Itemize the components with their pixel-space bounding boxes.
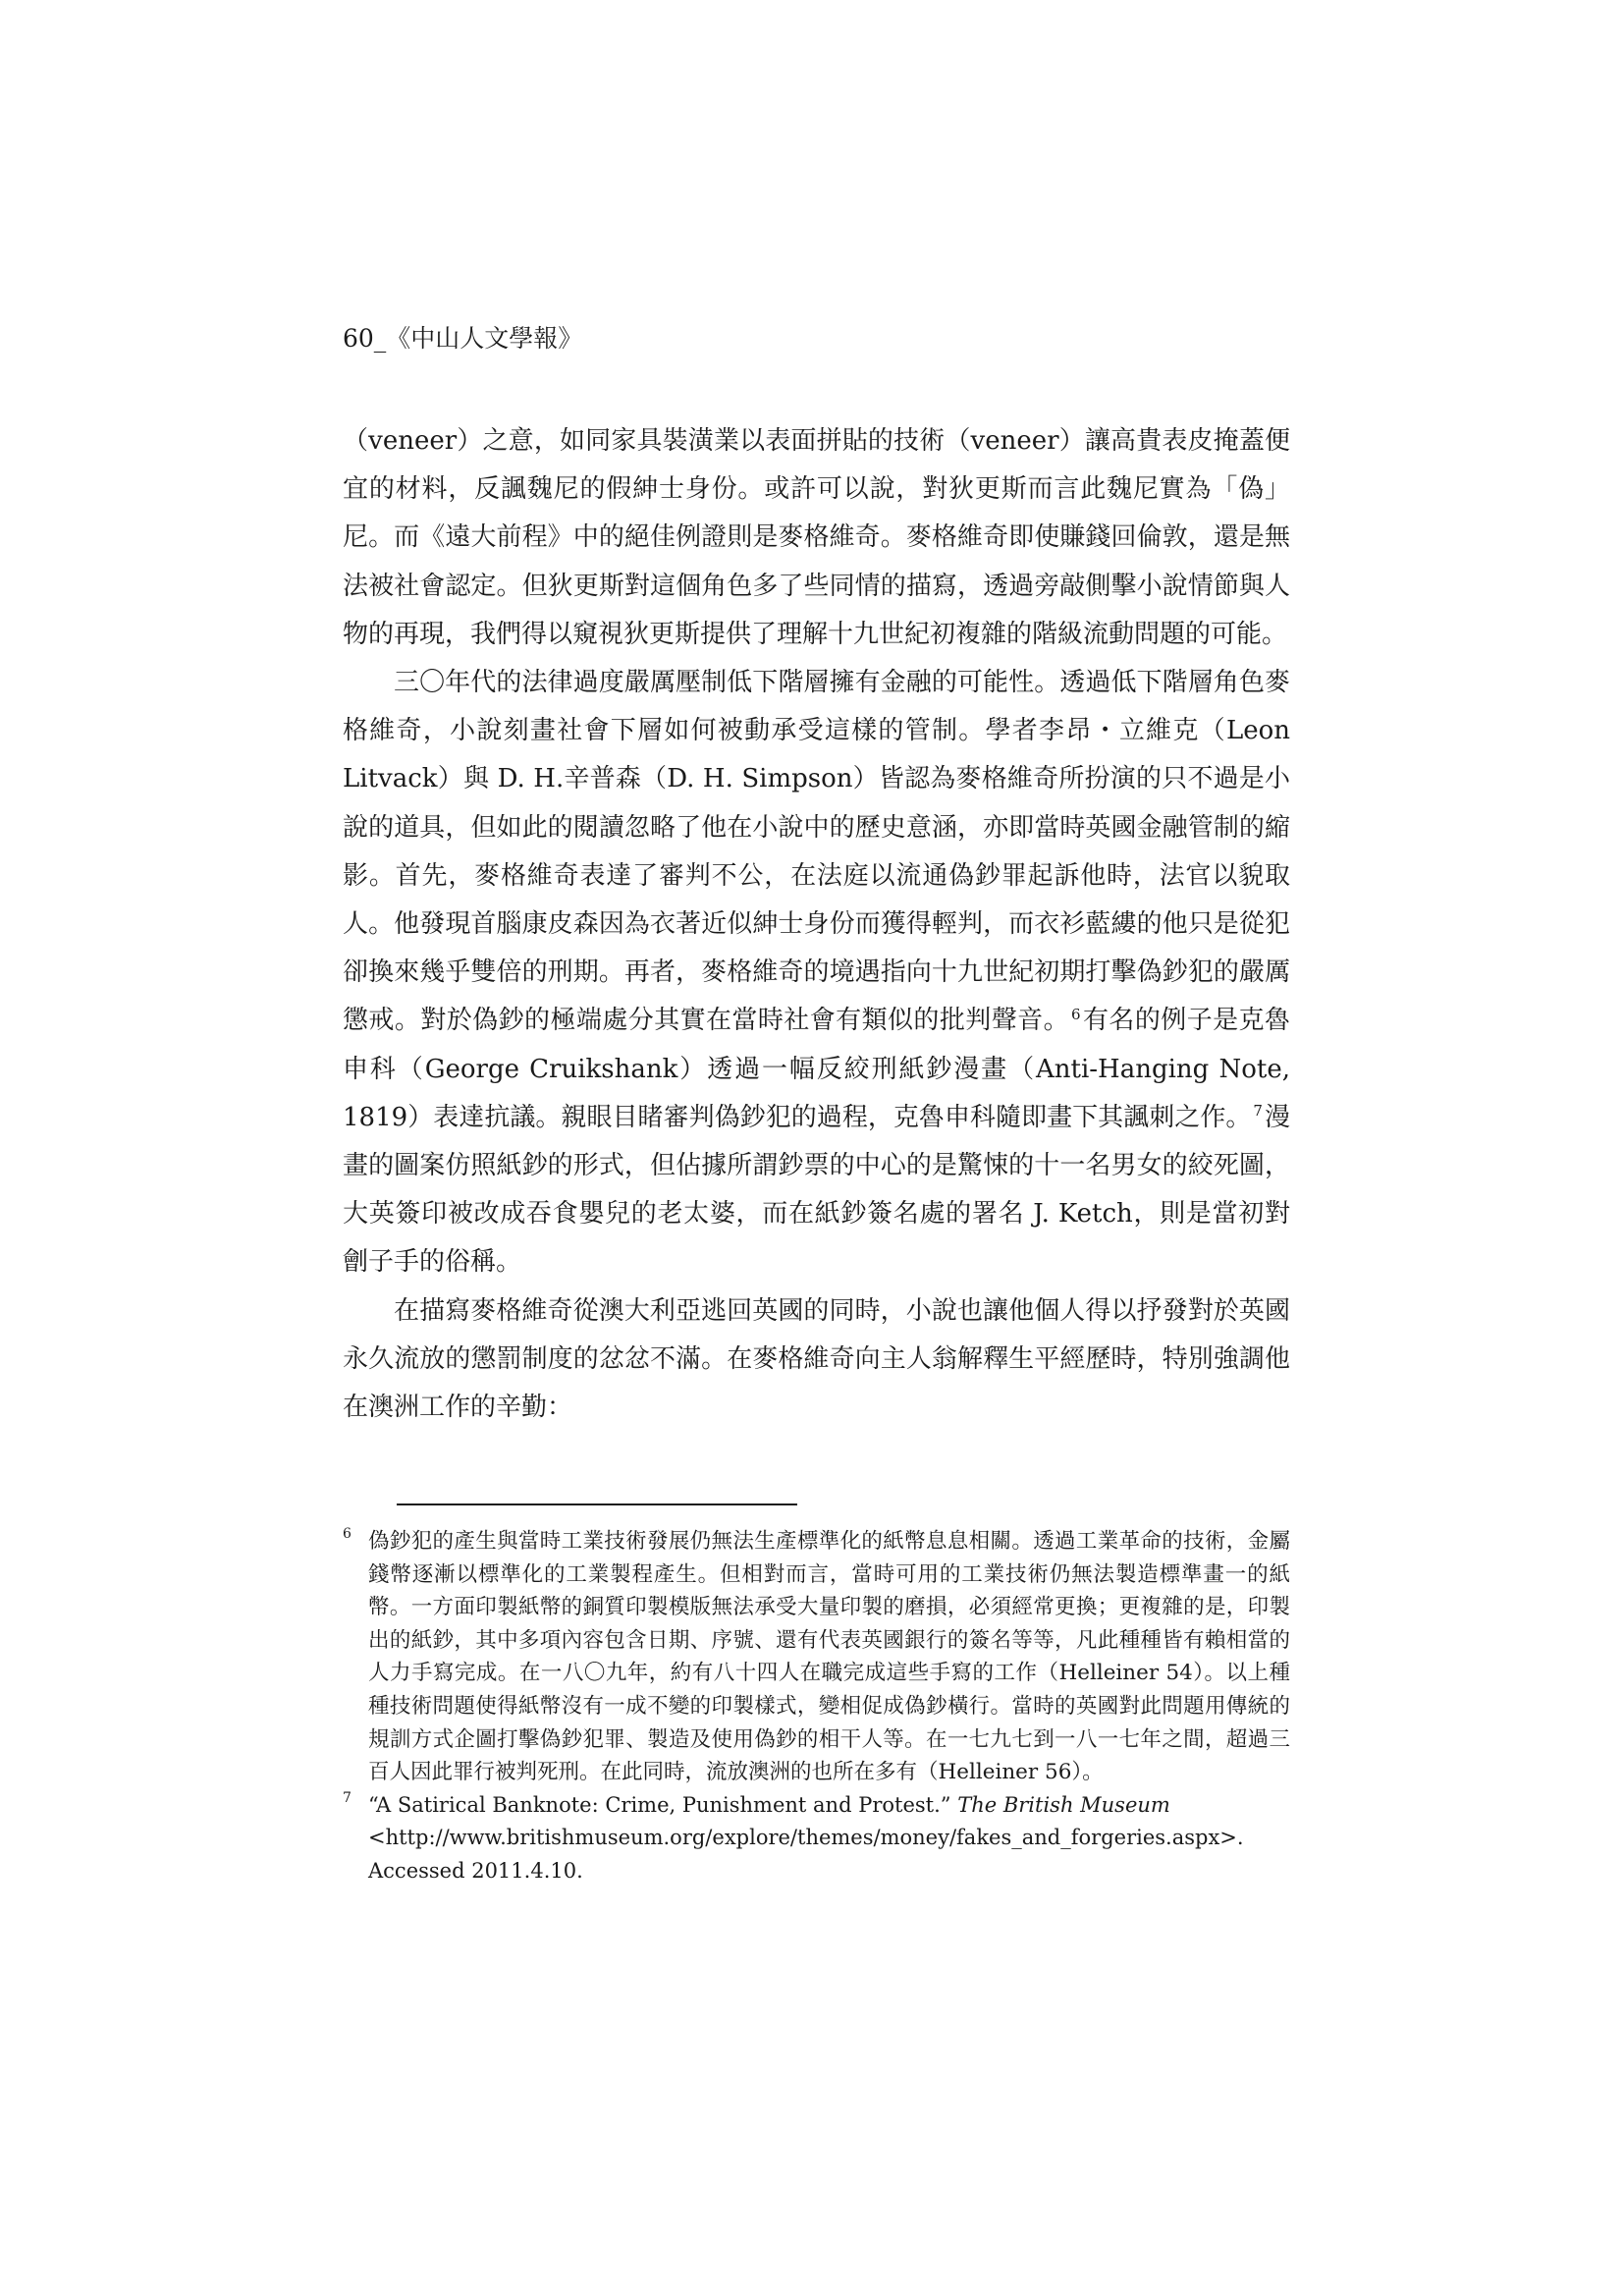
footnote-7: [343, 1789, 1290, 1888]
footnote-7-mark: 7: [343, 1789, 352, 1806]
footnote-6-text: 偽鈔犯的產生與當時工業技術發展仍無法生產標準化的紙幣息息相關。透過工業革命的技術，金屬錢幣逐漸以標準化的工業製程產生。但相對而言，當時可用的工業技術仍無法製造標準畫一的紙幣。一方面印製紙幣的銅質印製模版無法承受大量印製的磨損，必須經常更換；更複雜的是，印製出的紙鈔，其中多項內容包含日期、序號、還有代表英國銀行的簽名等等，凡此種種皆有賴相當的人力手寫完成。在一八〇九年，約有八十四人在職完成這些手寫的工作（Helleiner 54）。以上種種技術問題使得紙幣沒有一成不變的印製樣式，變相促成偽鈔橫行。當時的英國對此問題用傳統的規訓方式企圖打擊偽鈔犯罪、製造及使用偽鈔的相干人等。在一七九七到一八一七年之間，超過三百人因此罪行被判死刑。在此同時，流放澳洲的也所在多有（Helleiner 56）。: [368, 1529, 1290, 1785]
footnotes: [343, 1525, 1290, 1888]
footnote-7-accessed: Accessed 2011.4.10.: [368, 1858, 583, 1883]
footnote-ref-7[interactable]: 7: [1253, 1102, 1263, 1121]
footnote-7-title: “A Satirical Banknote: Crime, Punishment and Protest.”: [368, 1792, 951, 1817]
footnote-ref-6[interactable]: 6: [1071, 1005, 1081, 1023]
paragraph-2-part-a: 三〇年代的法律過度嚴厲壓制低下階層擁有金融的可能性。透過低下階層角色麥格維奇，小說刻畫社會下層如何被動承受這樣的管制。學者李昂・立維克（Leon Litvack）與 D. H.辛普森（D. H. Simpson）皆認為麥格維奇所扮演的只不過是小說的道具，但如此的閱讀忽略了他在小說中的歷史意涵，亦即當時英國金融管制的縮影。首先，麥格維奇表達了審判不公，在法庭以流通偽鈔罪起訴他時，法官以貌取人。他發現首腦康皮森因為衣著近似紳士身份而獲得輕判，而衣衫藍縷的他只是從犯卻換來幾乎雙倍的刑期。再者，麥格維奇的境遇指向十九世紀初期打擊偽鈔犯的嚴厲懲戒。對於偽鈔的極端處分其實在當時社會有類似的批判聲音。: [343, 668, 1290, 1036]
footnote-6: [343, 1525, 1290, 1789]
paragraph-2-part-b: 有名的例子是克魯申科（George Cruikshank）透過一幅反絞刑紙鈔漫畫（Anti-Hanging Note, 1819）表達抗議。親眼目睹審判偽鈔犯的過程，克魯申科隨即畫下其諷刺之作。: [343, 1006, 1290, 1132]
footnote-7-line-1: [368, 1789, 1290, 1823]
running-header: 60_《中山人文學報》: [343, 324, 583, 353]
paragraph-2-part-c: 漫畫的圖案仿照紙鈔的形式，但佔據所謂鈔票的中心的是驚悚的十一名男女的絞死圖，大英簽印被改成吞食嬰兒的老太婆，而在紙鈔簽名處的署名 J. Ketch，則是當初對劊子手的俗稱。: [343, 1102, 1290, 1278]
footnote-7-url[interactable]: <http://www.britishmuseum.org/explore/themes/money/fakes_and_forgeries.aspx>.: [368, 1826, 1244, 1850]
footnote-divider: [397, 1503, 797, 1505]
main-text: [343, 417, 1290, 1432]
paragraph-3: 在描寫麥格維奇從澳大利亞逃回英國的同時，小說也讓他個人得以抒發對於英國永久流放的懲罰制度的忿忿不滿。在麥格維奇向主人翁解釋生平經歷時，特別強調他在澳洲工作的辛勤：: [343, 1295, 1290, 1423]
paragraph-1: （veneer）之意，如同家具裝潢業以表面拼貼的技術（veneer）讓高貴表皮掩蓋便宜的材料，反諷魏尼的假紳士身份。或許可以說，對狄更斯而言此魏尼實為「偽」尼。而《遠大前程》中的絕佳例證則是麥格維奇。麥格維奇即使賺錢回倫敦，還是無法被社會認定。但狄更斯對這個角色多了些同情的描寫，透過旁敲側擊小說情節與人物的再現，我們得以窺視狄更斯提供了理解十九世紀初複雜的階級流動問題的可能。: [343, 426, 1290, 649]
footnote-6-mark: 6: [343, 1526, 352, 1542]
paragraph-2: [343, 659, 1290, 1287]
footnote-7-source: The British Museum: [957, 1792, 1170, 1817]
